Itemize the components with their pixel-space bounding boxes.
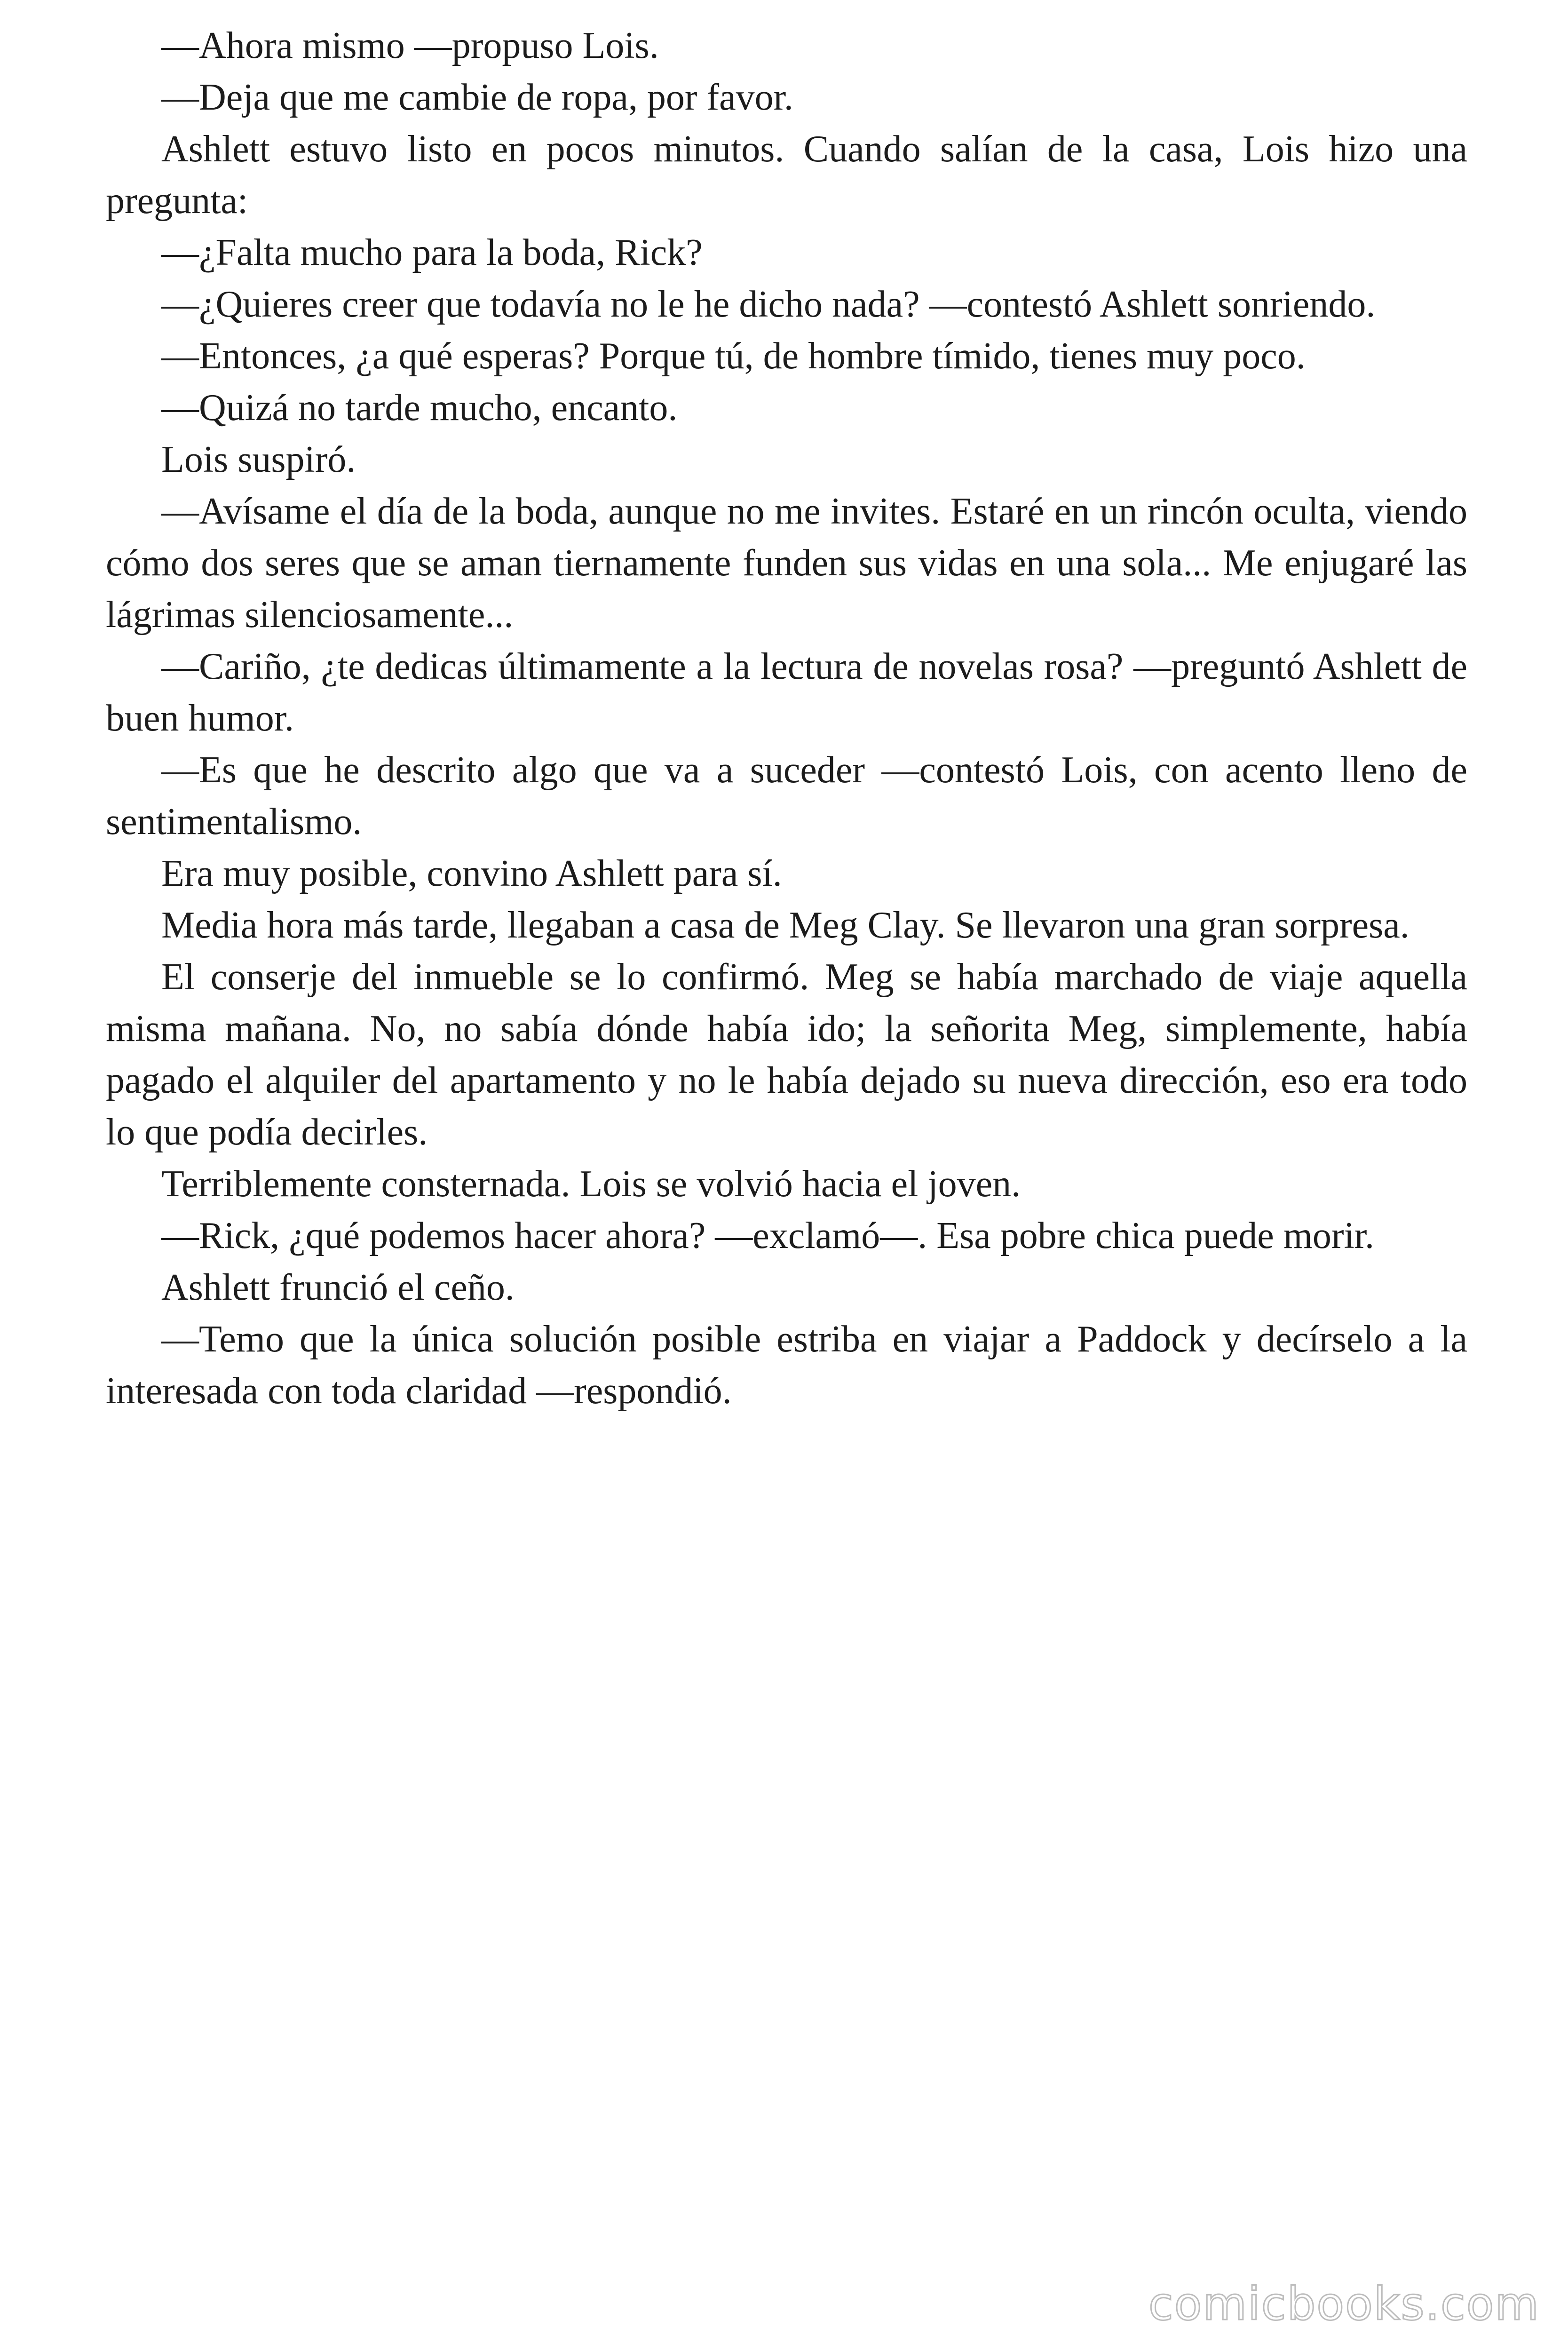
paragraph: —Temo que la única solución posible estriba en viajar a Paddock y decírselo a la interesada con toda claridad —respondió. (106, 1319, 1467, 1412)
paragraph: —Es que he descrito algo que va a suceder —contestó Lois, con acento lleno de sentimentalismo. (106, 749, 1467, 842)
paragraph: Ashlett frunció el ceño. (161, 1267, 515, 1308)
paragraph: —Quizá no tarde mucho, encanto. (161, 387, 678, 429)
paragraph: Ashlett estuvo listo en pocos minutos. Cuando salían de la casa, Lois hizo una pregunta: (106, 128, 1467, 222)
paragraph: —¿Quieres creer que todavía no le he dicho nada? —contestó Ashlett sonriendo. (161, 284, 1376, 325)
paragraph: —Rick, ¿qué podemos hacer ahora? —exclamó—. Esa pobre chica puede morir. (161, 1215, 1375, 1256)
paragraph: Era muy posible, convino Ashlett para sí. (161, 853, 782, 894)
paragraph: Lois suspiró. (161, 439, 356, 480)
paragraph: —Deja que me cambie de ropa, por favor. (161, 77, 793, 118)
paragraph: —¿Falta mucho para la boda, Rick? (161, 232, 703, 273)
paragraph: —Entonces, ¿a qué esperas? Porque tú, de hombre tímido, tienes muy poco. (161, 335, 1306, 377)
paragraph: —Avísame el día de la boda, aunque no me invites. Estaré en un rincón oculta, viendo cómo dos seres que se aman tiernamente funden sus vidas en una sola... Me enjugaré las lágrimas silenciosamente... (106, 491, 1467, 636)
document-page (106, 20, 1467, 1417)
paragraph: Terriblemente consternada. Lois se volvió hacia el joven. (161, 1163, 1021, 1205)
paragraph: El conserje del inmueble se lo confirmó. Meg se había marchado de viaje aquella misma mañana. No, no sabía dónde había ido; la señorita Meg, simplemente, había pagado el alquiler del apartamento y no le había dejado su nueva dirección, eso era todo lo que podía decirles. (106, 956, 1467, 1153)
watermark: comicbooks.com (1148, 2278, 1540, 2330)
paragraph: —Ahora mismo —propuso Lois. (161, 25, 659, 66)
paragraph: —Cariño, ¿te dedicas últimamente a la lectura de novelas rosa? —preguntó Ashlett de buen humor. (106, 646, 1467, 739)
paragraph: Media hora más tarde, llegaban a casa de Meg Clay. Se llevaron una gran sorpresa. (161, 905, 1410, 946)
